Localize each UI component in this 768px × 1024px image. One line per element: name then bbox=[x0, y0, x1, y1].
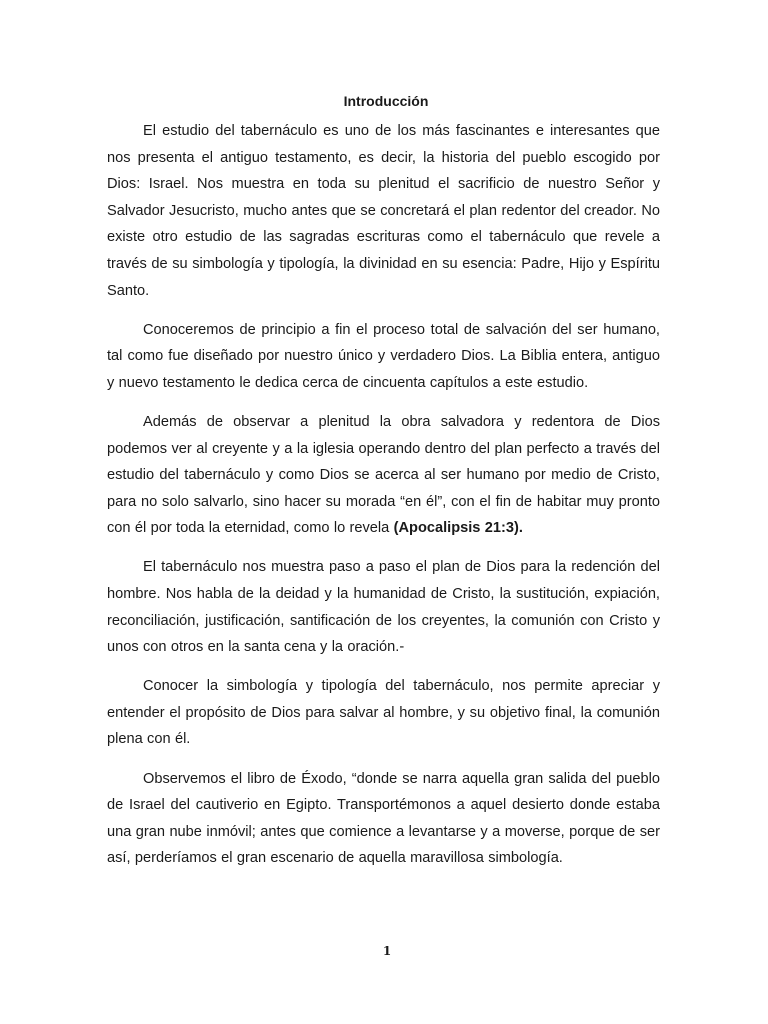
paragraph-6: Observemos el libro de Éxodo, “donde se narra aquella gran salida del pueblo de Israel del cautiverio en Egipto. Transportémonos a aquel desierto donde estaba una gran nube inmóvil; antes que comience a levantarse y a moverse, porque de ser así, perderíamos el gran escenario de aquella maravillosa simbología. bbox=[107, 770, 660, 867]
document-body bbox=[107, 118, 660, 872]
page-title: Introducción bbox=[343, 93, 429, 109]
paragraph-1: El estudio del tabernáculo es uno de los más fascinantes e interesantes que nos presenta el antiguo testamento, es decir, la historia del pueblo escogido por Dios: Israel. Nos muestra en toda su plenitud el sacrificio de nuestro Señor y Salvador Jesucristo, mucho antes que se concretará el plan redentor del creador. No existe otro estudio de las sagradas escrituras como el tabernáculo que revele a través de su simbología y tipología, la divinidad en su esencia: Padre, Hijo y Espíritu Santo. bbox=[107, 123, 660, 299]
paragraph-5: Conocer la simbología y tipología del tabernáculo, nos permite apreciar y entender el propósito de Dios para salvar al hombre, y su objetivo final, la comunión plena con él. bbox=[107, 678, 660, 748]
paragraph-2: Conoceremos de principio a fin el proceso total de salvación del ser humano, tal como fue diseñado por nuestro único y verdadero Dios. La Biblia entera, antiguo y nuevo testamento le dedica cerca de cincuenta capítulos a este estudio. bbox=[107, 321, 660, 391]
bible-reference: (Apocalipsis 21:3). bbox=[393, 520, 523, 537]
paragraph-4: El tabernáculo nos muestra paso a paso el plan de Dios para la redención del hombre. Nos habla de la deidad y la humanidad de Cristo, la sustitución, expiación, reconciliación, justificación, santificación de los creyentes, la comunión con Cristo y unos con otros en la santa cena y la oración.- bbox=[107, 559, 660, 656]
page-number: 1 bbox=[382, 944, 392, 958]
paragraph-3-text: Además de observar a plenitud la obra salvadora y redentora de Dios podemos ver al creyente y a la iglesia operando dentro del plan perfecto a través del estudio del tabernáculo y como Dios se acerca al ser humano por medio de Cristo, para no solo salvarlo, sino hacer su morada “en él”, con el fin de habitar muy pronto con él por toda la eternidad, como lo revela bbox=[107, 413, 660, 537]
paragraph-3 bbox=[107, 409, 660, 542]
